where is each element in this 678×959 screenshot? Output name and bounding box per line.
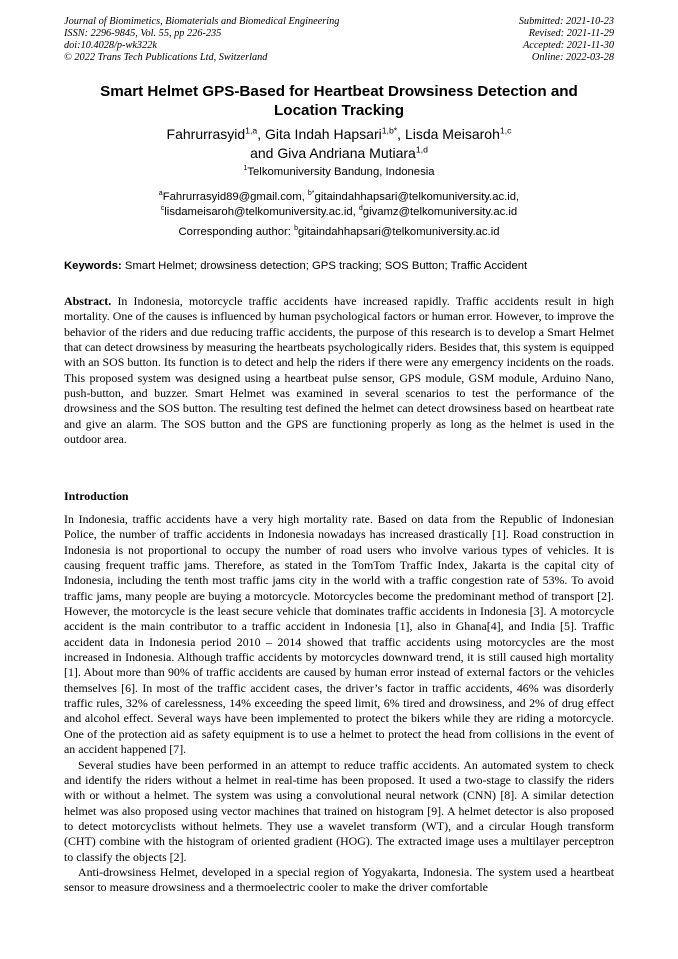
email-line-1 [64, 190, 614, 205]
author-line-1 [64, 125, 614, 144]
author-separator: , [397, 126, 405, 142]
paragraph: Several studies have been performed in an attempt to reduce traffic accidents. An automated system to check and identify the riders without a helmet in real-time has been proposed. It used a two-stage to classify the riders with or without a helmet. The system was using a convolutional neural network (CNN) [8]. A similar detection helmet was also proposed using vector machines that trained on histogram [9]. A helmet detector is also proposed to detect motorcyclists without helmets. They use a wavelet transform (WT), and a circular Hough transform (CHT) combine with the histogram of oriented gradient (HOG). The extracted image uses a multilayer perceptron to classify the objects [2]. [64, 757, 614, 864]
email-mark: d [358, 205, 363, 213]
author-line-2 [64, 144, 614, 163]
journal-header-left [64, 16, 339, 64]
email-mark: c [160, 205, 165, 213]
keywords-text: Smart Helmet; drowsiness detection; GPS tracking; SOS Button; Traffic Accident [121, 260, 528, 272]
abstract-text: In Indonesia, motorcycle traffic accidents have increased rapidly. Traffic accidents result in high mortality. One of the causes is influenced by human psychological factors or human error. However, to improve the behavior of the riders and due reducing traffic accidents, the purpose of this research is to develop a Smart Helmet that can detect drowsiness by measuring the heartbeats psychologically riders. Besides that, this system is equipped with an SOS button. Its function is to detect and help the riders if there were any emergency incidents on the roads. This proposed system was designed using a heartbeat pulse sensor, GPS module, GSM module, Arduino Nano, push-button, and buzzer. Smart Helmet was examined in several scenarios to test the performance of the drowsiness and the SOS button. The resulting test defined the helmet can detect drowsiness based on heartbeat rate and give an alarm. The SOS button and the GPS are functioning properly as long as the helmet is used in the outdoor area. [64, 294, 614, 447]
corresponding-label: Corresponding author: [178, 226, 295, 238]
author-separator: , [257, 126, 265, 142]
author-conjunction: and [250, 145, 278, 161]
paper-title-line-1: Smart Helmet GPS-Based for Heartbeat Drowsiness Detection and [100, 83, 578, 100]
journal-issn: ISSN: 2296-9845, Vol. 55, pp 226-235 [64, 28, 222, 39]
abstract [64, 294, 614, 447]
keywords [64, 259, 616, 274]
email-address[interactable]: lisdameisaroh@telkomuniversity.ac.id, [164, 206, 359, 218]
corresponding-mark: b [294, 225, 298, 233]
journal-copyright: © 2022 Trans Tech Publications Ltd, Switzerland [64, 52, 268, 63]
email-address[interactable]: givamz@telkomuniversity.ac.id [362, 206, 518, 218]
email-address[interactable]: gitaindahhapsari@telkomuniversity.ac.id, [314, 191, 520, 203]
email-address[interactable]: Fahrurrasyid89@gmail.com, [162, 191, 308, 203]
introduction-body [64, 512, 614, 896]
journal-doi[interactable]: doi:10.4028/p-wk322k [64, 40, 157, 51]
date-submitted: Submitted: 2021-10-23 [518, 16, 614, 27]
affiliation-text: Telkomuniversity Bandung, Indonesia [247, 166, 435, 178]
paragraph: Anti-drowsiness Helmet, developed in a special region of Yogyakarta, Indonesia. The system used a heartbeat sensor to measure drowsiness and a thermoelectric cooler to make the driver comfortable [64, 864, 614, 895]
keywords-label: Keywords: [64, 260, 122, 272]
author-name: Fahrurrasyid [166, 126, 246, 142]
author-affiliation-mark: 1,c [499, 125, 512, 136]
author-name: Giva Andriana Mutiara [277, 145, 416, 161]
date-accepted: Accepted: 2021-11-30 [522, 40, 614, 51]
affiliation [64, 165, 614, 180]
email-line-2 [64, 205, 614, 220]
journal-name: Journal of Biomimetics, Biomaterials and Biomedical Engineering [64, 16, 340, 27]
section-heading-introduction: Introduction [64, 489, 129, 503]
date-online: Online: 2022-03-28 [531, 52, 614, 63]
paper-title-line-2: Location Tracking [274, 102, 404, 119]
author-name: Lisda Meisaroh [404, 126, 500, 142]
author-affiliation-mark: 1,d [415, 144, 428, 155]
author-list [64, 125, 614, 163]
author-affiliation-mark: 1,a [245, 125, 258, 136]
journal-header-right [519, 16, 614, 64]
email-mark: b* [307, 190, 315, 198]
corresponding-email[interactable]: gitaindahhapsari@telkomuniversity.ac.id [297, 226, 500, 238]
paper-title [64, 82, 614, 120]
date-revised: Revised: 2021-11-29 [528, 28, 614, 39]
author-affiliation-mark: 1,b* [381, 125, 398, 136]
paragraph: In Indonesia, traffic accidents have a very high mortality rate. Based on data from the Republic of Indonesian Police, the number of traffic accidents in Indonesia nowadays has increased drastically [1]. Road construction in Indonesia is not proportional to occupy the number of road users who involve various types of vehicles. It is causing frequent traffic jams. Therefore, as stated in the TomTom Traffic Index, Jakarta is the capital city of Indonesia, including the tenth most traffic jams city in the world with a traffic congestion rate of 53%. To avoid traffic jams, many people are buying a motorcycle. Motorcycles become the predominant method of transport [2]. However, the motorcycle is the least secure vehicle that dominates traffic accidents in Indonesia [3]. A motorcycle accident is the main contributor to a traffic accident in Indonesia [1], also in Ghana[4], and India [5]. Traffic accident data in Indonesia period 2010 – 2014 showed that traffic accidents using motorcycles are the most increased in Indonesia. Although traffic accidents by motorcycles downward trend, it is still caused high mortality [1]. About more than 90% of traffic accidents are caused by human error instead of external factors or the vehicles themselves [6]. In most of the traffic accident cases, the driver’s factor in traffic accidents, 46% was disorderly traffic rules, 32% of carelessness, 14% exceeding the speed limit, 6% tired and drowsiness, and 2% of drug effect and alcohol effect. Several ways have been implemented to protect the bikers while they are riding a motorcycle. One of the protection aid as safety equipment is to use a helmet to protect the head from collisions in the event of an accident happened [7]. [64, 512, 614, 757]
email-mark: a [158, 190, 163, 198]
affiliation-mark: 1 [243, 165, 248, 173]
abstract-label: Abstract. [64, 294, 112, 308]
corresponding-author [64, 225, 614, 240]
author-name: Gita Indah Hapsari [264, 126, 382, 142]
